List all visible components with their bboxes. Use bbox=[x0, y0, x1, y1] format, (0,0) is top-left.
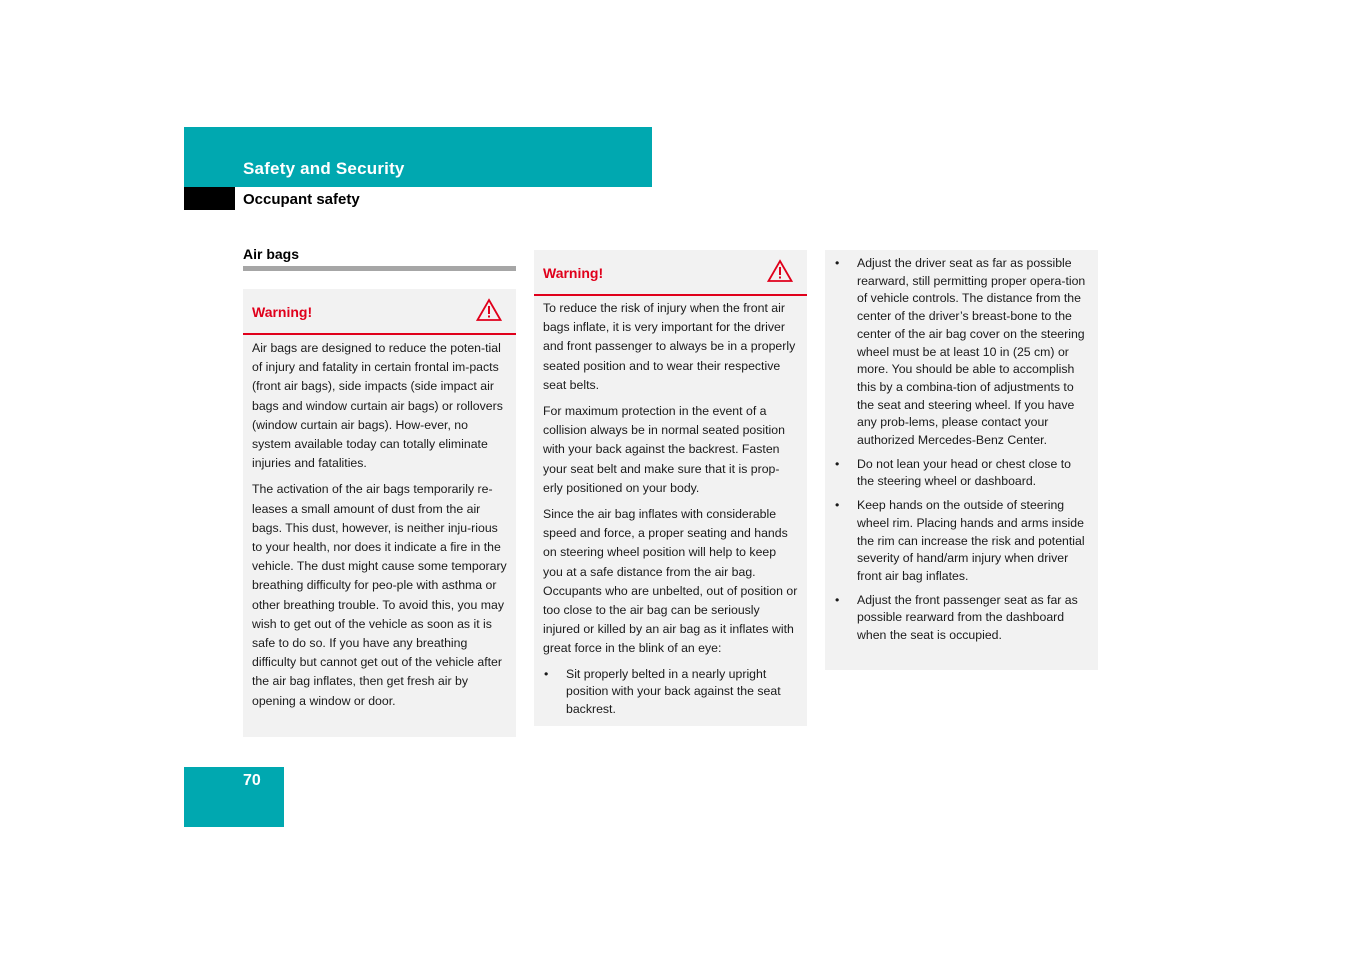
airbags-heading: Air bags bbox=[243, 246, 300, 262]
list-item: • Do not lean your head or chest close to the steering wheel or dashboard. bbox=[834, 456, 1089, 491]
paragraph: The activation of the air bags temporarily re-leases a small amount of dust from the air bags. This dust, however, is neither inju-rious to your health, nor does it indicate a fire in the vehicle. The dust might cause some temporary breathing difficulty for peo-ple with asthma or other breathing trouble. To avoid this, you may wish to get out of the vehicle as soon as it is safe to do so. If you have any breathing difficulty but cannot get out of the vehicle after the air bag inflates, then get fresh air by opening a window or door. bbox=[252, 482, 507, 708]
paragraph: To reduce the risk of injury when the front air bags inflate, it is very important for the driver and front passenger to always be in a properly seated position and to wear their respective seat belts. bbox=[543, 301, 796, 392]
bullet-list bbox=[834, 255, 1089, 645]
page-number-tab bbox=[184, 767, 284, 827]
subsection-title: Occupant safety bbox=[243, 191, 360, 208]
list-item: • Keep hands on the outside of steering wheel rim. Placing hands and arms inside the rim can increase the risk and potential severity of hand/arm injury when driver front air bag inflates. bbox=[834, 497, 1089, 586]
bullet-panel-3 bbox=[825, 250, 1098, 670]
list-item: • Adjust the front passenger seat as far as possible rearward from the dashboard when the seat is occupied. bbox=[834, 592, 1089, 645]
bullet-list bbox=[543, 666, 798, 719]
warning-header bbox=[243, 289, 516, 335]
warning-title: Warning! bbox=[252, 304, 313, 320]
section-title: Safety and Security bbox=[243, 159, 405, 178]
page-number: 70 bbox=[243, 772, 261, 789]
warning-triangle-icon bbox=[767, 259, 793, 283]
warning-header bbox=[534, 250, 807, 296]
warning-panel-2 bbox=[534, 250, 807, 726]
warning-title: Warning! bbox=[543, 265, 604, 281]
paragraph: Since the air bag inflates with considerable speed and force, a proper seating and hands on steering wheel position will help to keep you at a safe distance from the air bag. Occupants who are unbelted, out of position or too close to the air bag can be seriously injured or killed by an air bag as it inflates with great force in the blink of an eye: bbox=[543, 507, 798, 656]
list-item: • Adjust the driver seat as far as possible rearward, still permitting proper opera-tion of vehicle controls. The distance from the center of the driver’s breast-bone to the center of the air bag cover on the steering wheel must be at least 10 in (25 cm) or more. You should be able to accomplish this by a combina-tion of adjustments to the seat and steering wheel. If you have any prob-lems, please contact your authorized Mercedes-Benz Center. bbox=[834, 255, 1089, 450]
warning-triangle-icon bbox=[476, 298, 502, 322]
heading-rule bbox=[243, 266, 516, 271]
paragraph: For maximum protection in the event of a collision always be in normal seated position with your back against the backrest. Fasten your seat belt and make sure that it is prop-erly positioned on your body. bbox=[543, 404, 785, 495]
warning-panel-1 bbox=[243, 289, 516, 737]
list-item: • Sit properly belted in a nearly upright position with your back against the seat backrest. bbox=[543, 666, 798, 719]
section-marker bbox=[184, 187, 235, 210]
paragraph: Air bags are designed to reduce the poten-tial of injury and fatality in certain frontal im-pacts (front air bags), side impacts (side impact air bags and window curtain air bags) or rollovers (window curtain air bags). How-ever, no system available today can totally eliminate injuries and fatalities. bbox=[252, 341, 503, 471]
